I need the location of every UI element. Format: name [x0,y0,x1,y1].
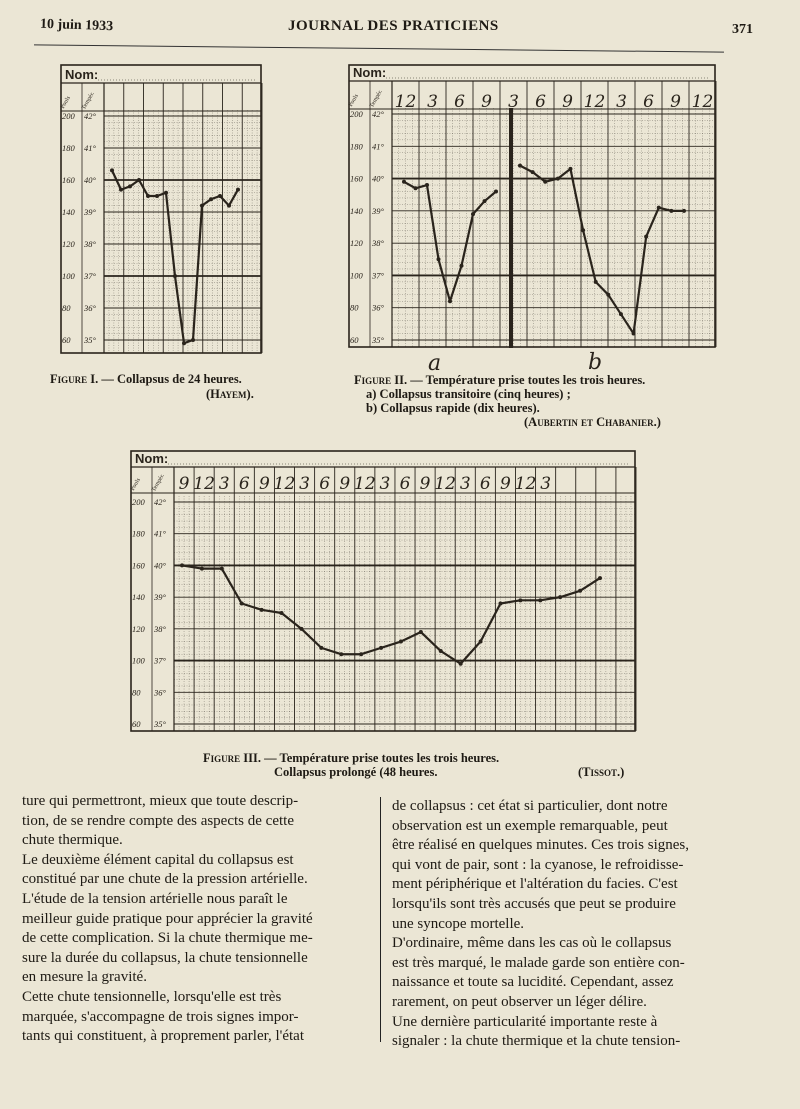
pouls-tick-label: 160 [350,173,363,184]
figure-3-series-line [182,565,600,663]
page-header [0,12,800,42]
pouls-tick-label: 140 [132,592,145,603]
figure-3-series-point [399,640,403,644]
figure-1-text: — Collapsus de 24 heures. [101,372,242,386]
issue-date: 10 juin 1933 [39,16,114,35]
pouls-tick-label: 160 [132,560,145,571]
temp-tick-label: 37° [372,270,384,281]
figure-3-series-point [339,652,343,656]
figure-2a-series-line [404,182,496,301]
figure-2b-series-point [556,177,560,181]
hour-label: 9 [178,474,190,494]
figure-3-series-point [578,589,582,593]
figure-3-series-point [180,563,184,567]
hour-label: 12 [273,474,296,494]
temp-tick-label: 37° [84,271,96,281]
pouls-tick-label: 120 [350,238,363,249]
hour-label: 6 [319,474,331,494]
temp-tick-label: 40° [84,175,96,185]
figure-1-series-point [218,194,222,198]
pouls-header: Pouls [130,477,142,492]
body-text-line-right: une syncope mortelle. [392,915,525,932]
hour-label: 3 [459,474,471,494]
temp-tick-label: 36° [372,302,384,313]
figure-2a-series-point [448,299,452,303]
body-text-line-right: naissance et toute sa lucidité. Cependant, assez [392,974,674,991]
figure-1-series-point [110,168,114,172]
temp-tick-label: 42° [154,497,166,507]
pouls-tick-label: 180 [132,528,145,539]
page-number: 371 [732,22,753,37]
body-text-line-left: chute thermique. [22,832,123,849]
figure-2a-series-point [471,212,475,216]
hour-label: 12 [583,92,606,112]
hour-label: 9 [339,474,351,494]
figure-1-series-point [119,188,123,192]
hour-label: 12 [514,474,537,494]
body-text-line-left: L'étude de la tension artérielle nous paraît le [22,890,288,907]
figure-1-label: Figure I. [50,372,99,386]
hour-label: 3 [218,474,230,494]
hour-label: 9 [258,474,270,494]
pouls-tick-label: 180 [62,143,75,153]
figure-3-series-point [518,598,522,602]
hour-label: 9 [481,92,492,112]
figure-3-series-point [240,601,244,605]
body-text-line-right: D'ordinaire, même dans les cas où le collapsus [392,935,672,952]
figure-2a-series-point [425,183,429,187]
pouls-tick-label: 60 [62,335,71,345]
figure-3-series-point [538,598,542,602]
figure-3-label: Figure III. [203,751,261,765]
figure-2b-series-point [682,209,686,213]
body-text-line-right: lorsqu'ils sont très accusés que peut se produire [392,895,676,912]
body-text-line-left: tants qui constituent, à proprement parler, l'état [22,1028,305,1045]
nom-label: Nom: [353,65,387,80]
figure-2-marker-b: b [588,350,603,375]
pouls-tick-label: 60 [132,719,141,729]
temp-header: Tempér. [369,89,384,109]
nom-label: Nom: [135,451,169,466]
body-column-right [392,797,762,1052]
figure-2a-series-point [460,264,464,268]
figure-1-series-point [173,274,177,278]
temp-tick-label: 35° [154,719,166,729]
hour-label: 3 [427,92,438,112]
figure-2-caption [354,373,645,387]
hour-label: 6 [479,474,491,494]
body-column-left [22,792,374,1047]
hour-label: 3 [540,474,552,494]
pouls-tick-label: 180 [350,141,363,152]
pouls-header: Pouls [60,95,72,110]
body-text-line-left: de cette complication. Si la chute thermique me- [22,930,313,947]
figure-3-series-point [260,608,264,612]
temp-header: Tempér. [81,91,96,111]
hour-label: 12 [354,474,376,494]
pouls-tick-label: 100 [132,655,145,666]
temp-tick-label: 41° [84,143,96,153]
pouls-tick-label: 100 [62,271,75,281]
figure-3-series-point [379,646,383,650]
body-text-line-left: ture qui permettront, mieux que toute descrip- [22,793,299,809]
hour-label: 3 [379,474,391,494]
figure-3-series-point [419,630,423,634]
hour-label: 12 [394,92,417,112]
figure-3-series-point [498,601,502,605]
temp-tick-label: 42° [372,109,384,119]
figure-2b-series-point [594,280,598,284]
temp-tick-label: 39° [372,205,384,216]
hour-label: 6 [535,92,546,112]
figure-2a-series-point [402,180,406,184]
figure-1-chart [60,64,265,364]
hour-label: 6 [454,92,465,112]
figure-1-series-point [227,204,231,208]
figure-3-series-point [280,611,284,615]
figure-1-series-point [209,197,213,201]
figure-3-series-point [200,567,204,571]
header-rule [34,44,724,52]
figure-3-chart [130,450,640,735]
body-text-line-left: Cette chute tensionnelle, lorsqu'elle est très [22,988,282,1005]
figure-2b-series-point [669,209,673,213]
figure-2-item-b: b) Collapsus rapide (dix heures). [366,401,540,415]
temp-tick-label: 41° [154,528,166,539]
pouls-tick-label: 140 [350,205,363,216]
figure-2b-series-point [581,228,585,232]
body-text-line-left: en mesure la gravité. [22,969,147,986]
figure-2-marker-a: a [428,351,442,376]
pouls-tick-label: 120 [62,239,75,249]
pouls-tick-label: 100 [350,270,363,281]
hour-label: 9 [419,474,431,494]
figure-2b-series-point [531,170,535,174]
figure-1-series-point [137,178,141,182]
figure-3-caption [203,751,499,765]
body-text-line-right: Une dernière particularité importante reste à [392,1013,658,1030]
figure-2b-series-point [632,332,636,336]
figure-2-source: (Aubertin et Chabanier.) [524,415,661,429]
figure-3-source: (Tissot.) [578,765,625,779]
body-text-line-right: ment périphérique et l'altération du facies. C'est [392,876,678,893]
pouls-tick-label: 160 [62,175,75,185]
figure-2a-series-point [437,257,441,261]
nom-label: Nom: [65,67,99,82]
body-text-line-left: sure la durée du collapsus, la chute tensionnelle [22,949,308,966]
figure-2a-series-point [483,199,487,203]
body-text-line-right: qui vont de pair, sont : la cyanose, le refroidisse- [392,856,684,873]
pouls-tick-label: 200 [62,111,75,121]
figure-1-series-point [182,341,186,345]
hour-label: 9 [670,92,681,112]
figure-3-series-point [220,567,224,571]
temp-tick-label: 35° [372,335,384,345]
figure-2b-series-point [568,167,572,171]
temp-tick-label: 37° [154,655,166,666]
body-text-line-left: tion, de se rendre compte des aspects de cette [22,812,294,829]
figure-2a-series-point [494,189,498,193]
temp-tick-label: 40° [154,560,166,571]
temp-tick-label: 39° [154,592,166,603]
temp-tick-label: 41° [372,141,384,152]
pouls-tick-label: 80 [350,302,359,313]
body-text-line-right: signaler : la chute thermique et la chute tension- [392,1033,681,1050]
body-text-line-right: rarement, on peut observer un léger délire. [392,993,647,1010]
figure-3-series-point [359,652,363,656]
figure-3-series-point [439,649,443,653]
hour-label: 12 [691,92,714,112]
figure-1-series-point [146,194,150,198]
figure-2-text: — Température prise toutes les trois heures. [410,373,646,387]
hour-label: 6 [643,92,654,112]
temp-tick-label: 35° [84,335,96,345]
figure-1-caption [50,372,242,386]
figure-2b-series-point [518,164,522,168]
figure-2-chart [348,64,720,374]
figure-3-text: — Température prise toutes les trois heures. [264,751,500,765]
body-text-line-left: marquée, s'accompagne de trois signes impor- [22,1008,299,1025]
figure-3-series-point [558,595,562,599]
hour-label: 6 [238,474,250,494]
body-text-line-right: de collapsus : cet état si particulier, dont notre [392,798,668,814]
temp-tick-label: 36° [84,303,96,313]
figure-2b-series-point [619,312,623,316]
temp-tick-label: 38° [372,238,384,249]
figure-1-series-point [128,184,132,188]
hour-label: 9 [500,474,511,494]
pouls-tick-label: 200 [132,497,145,507]
pouls-tick-label: 80 [62,303,71,313]
figure-2-item-a: a) Collapsus transitoire (cinq heures) ; [366,387,571,401]
figure-3-series-point [299,627,303,631]
figure-2b-series-point [543,180,547,184]
hour-label: 12 [193,474,215,494]
figure-3-series-point [459,662,463,666]
body-text-line-left: Le deuxième élément capital du collapsus est [22,851,294,868]
temp-tick-label: 39° [84,207,96,217]
column-divider [380,797,381,1042]
figure-2-label: Figure II. [354,373,408,387]
hour-label: 6 [399,474,411,494]
figure-3-series-point [479,640,483,644]
temp-tick-label: 40° [372,173,384,184]
figure-2b-series-point [606,293,610,297]
hour-label: 12 [434,474,456,494]
figure-1-series-point [155,194,159,198]
pouls-tick-label: 120 [132,623,145,634]
journal-title: JOURNAL DES PRATICIENS [288,18,499,34]
hour-label: 3 [299,474,310,494]
pouls-header: Pouls [348,93,360,108]
figure-2a-series-point [414,186,418,190]
pouls-tick-label: 60 [350,335,359,345]
temp-header: Tempér. [151,473,166,493]
temp-tick-label: 38° [84,239,96,249]
figure-1-series-point [164,191,168,195]
temp-tick-label: 36° [154,687,166,698]
figure-2b-series-point [644,235,648,239]
pouls-tick-label: 80 [132,687,141,698]
body-text-line-right: être réalisé en quelques minutes. Ces trois signes, [392,837,690,854]
figure-1-series-point [191,338,195,342]
figure-3-series-point [598,576,602,580]
hour-label: 3 [508,92,519,112]
pouls-tick-label: 140 [62,207,75,217]
body-text-line-right: est très marqué, le malade garde son entière con- [392,954,685,971]
body-text-line-left: meilleur guide pratique pour apprécier la gravité [22,910,313,927]
temp-tick-label: 38° [154,623,166,634]
figure-2b-series-point [657,206,661,210]
hour-label: 3 [616,92,627,112]
figure-1-series-point [236,188,240,192]
body-text-line-right: observation est un exemple remarquable, peut [392,817,668,834]
pouls-tick-label: 200 [350,109,363,119]
figure-3-series-point [319,646,323,650]
figure-1-source: (Hayem). [206,387,254,401]
temp-tick-label: 42° [84,111,96,121]
figure-1-series-point [200,204,204,208]
body-text-line-left: constitué par une chute de la pression artérielle. [22,871,308,888]
figure-3-subcaption: Collapsus prolongé (48 heures. [274,765,438,779]
hour-label: 9 [562,92,573,112]
